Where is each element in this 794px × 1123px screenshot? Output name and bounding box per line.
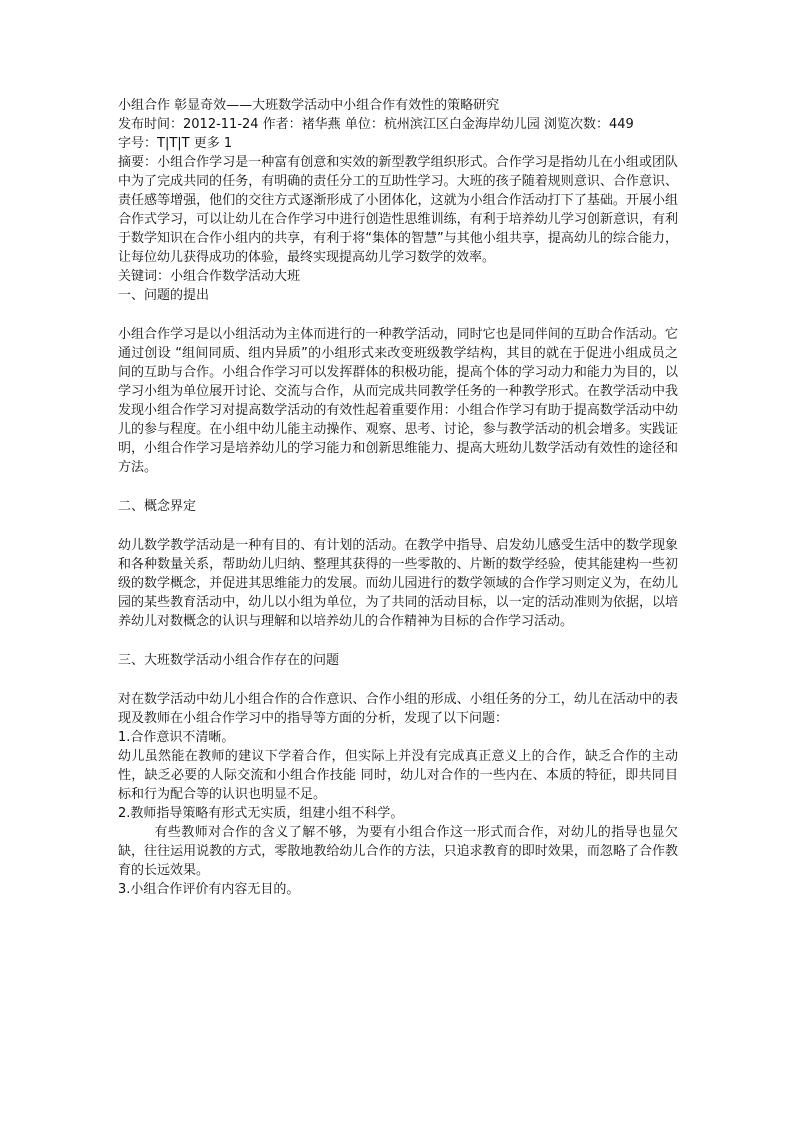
problem-1-body: 幼儿虽然能在教师的建议下学着合作，但实际上并没有完成真正意义上的合作，缺乏合作的主动性，缺乏必要的人际交流和小组合作技能 同时，幼儿对合作的一些内在、本质的特征，即共同目标和行为配合等的认识也明显不足。 bbox=[118, 749, 678, 802]
problem-2-body: 有些教师对合作的含义了解不够，为要有小组合作这一形式而合作，对幼儿的指导也显欠缺，往往运用说教的方式，零散地教给幼儿合作的方法，只追求教育的即时效果，而忽略了合作教育的长远效果。 bbox=[118, 825, 678, 878]
font-size-controls[interactable]: 字号：T|T|T 更多 1 bbox=[118, 136, 233, 151]
problem-2-title: 2.教师指导策略有形式无实质，组建小组不科学。 bbox=[118, 806, 404, 821]
abstract: 摘要：小组合作学习是一种富有创意和实效的新型教学组织形式。合作学习是指幼儿在小组或团队中为了完成共同的任务，有明确的责任分工的互助性学习。大班的孩子随着规则意识、合作意识、责任感等增强，他们的交往方式逐渐形成了小团体化，这就为小组合作活动打下了基础。开展小组合作式学习，可以让幼儿在合作学习中进行创造性思维训练，有利于培养幼儿学习创新意识，有利于数学知识在合作小组内的共享，有利于将“集体的智慧”与其他小组共享，提高幼儿的综合能力，让每位幼儿获得成功的体验，最终实现提高幼儿学习数学的效率。 bbox=[118, 155, 678, 265]
section-2-title: 二、概念界定 bbox=[118, 499, 197, 514]
section-1-title: 一、问题的提出 bbox=[118, 288, 210, 303]
spacer bbox=[118, 516, 678, 536]
article-meta: 发布时间：2012-11-24 作者：褚华燕 单位：杭州滨江区白金海岸幼儿园 浏览次数：449 bbox=[118, 117, 634, 132]
spacer bbox=[118, 305, 678, 325]
spacer bbox=[118, 477, 678, 497]
article bbox=[118, 96, 678, 899]
spacer bbox=[118, 631, 678, 651]
section-3-title: 三、大班数学活动小组合作存在的问题 bbox=[118, 653, 340, 668]
keywords: 关键词：小组合作数学活动大班 bbox=[118, 269, 301, 284]
problem-3-title: 3.小组合作评价有内容无目的。 bbox=[118, 882, 300, 897]
article-title: 小组合作 彰显奇效——大班数学活动中小组合作有效性的策略研究 bbox=[118, 98, 500, 113]
section-3-intro: 对在数学活动中幼儿小组合作的合作意识、合作小组的形成、小组任务的分工，幼儿在活动中的表现及教师在小组合作学习中的指导等方面的分析，发现了以下问题： bbox=[118, 692, 678, 726]
section-1-body: 小组合作学习是以小组活动为主体而进行的一种教学活动，同时它也是同伴间的互助合作活动。它通过创设 “组间同质、组内异质”的小组形式来改变班级教学结构，其目的就在于促进小组成员之间的互助与合作。小组合作学习可以发挥群体的积极功能，提高个体的学习动力和能力为目的，以学习小组为单位展开讨论、交流与合作，从而完成共同教学任务的一种教学形式。在教学活动中我发现小组合作学习对提高数学活动的有效性起着重要作用：小组合作学习有助于提高数学活动中幼儿的参与程度。在小组中幼儿能主动操作、观察、思考、讨论，参与教学活动的机会增多。实践证明，小组合作学习是培养幼儿的学习能力和创新思维能力、提高大班幼儿数学活动有效性的途径和方法。 bbox=[118, 327, 678, 475]
spacer bbox=[118, 670, 678, 690]
problem-1-title: 1.合作意识不清晰。 bbox=[118, 730, 235, 745]
section-2-body: 幼儿数学教学活动是一种有目的、有计划的活动。在教学中指导、启发幼儿感受生活中的数学现象和各种数量关系，帮助幼儿归纳、整理其获得的一些零散的、片断的数学经验，使其能建构一些初级的数学概念，并促进其思维能力的发展。而幼儿园进行的数学领域的合作学习则定义为，在幼儿园的某些教育活动中，幼儿以小组为单位，为了共同的活动目标，以一定的活动准则为依据，以培养幼儿对数概念的认识与理解和以培养幼儿的合作精神为目标的合作学习活动。 bbox=[118, 538, 678, 629]
